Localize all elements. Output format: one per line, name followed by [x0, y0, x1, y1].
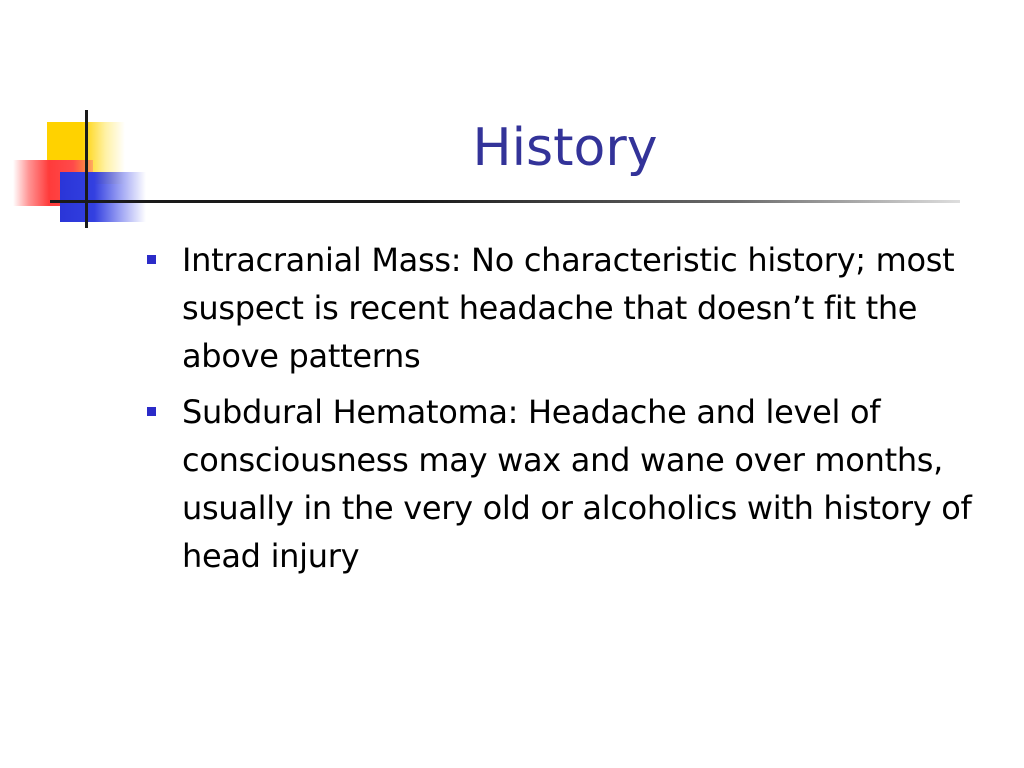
bullet-list: [142, 236, 1002, 588]
bullet-item: [142, 236, 1002, 380]
bullet-text: Subdural Hematoma: Headache and level of consciousness may wax and wane over months, usually in the very old or alcoholics with history of head injury: [182, 393, 972, 575]
blue-square-decoration: [60, 172, 146, 222]
square-bullet-icon: [147, 407, 156, 416]
bullet-item: [142, 388, 1002, 580]
square-bullet-icon: [147, 255, 156, 264]
bullet-text: Intracranial Mass: No characteristic history; most suspect is recent headache that doesn’t fit the above patterns: [182, 241, 955, 375]
title-underline-rule: [50, 200, 960, 203]
vertical-rule: [85, 110, 88, 228]
slide-title: History: [472, 118, 658, 178]
